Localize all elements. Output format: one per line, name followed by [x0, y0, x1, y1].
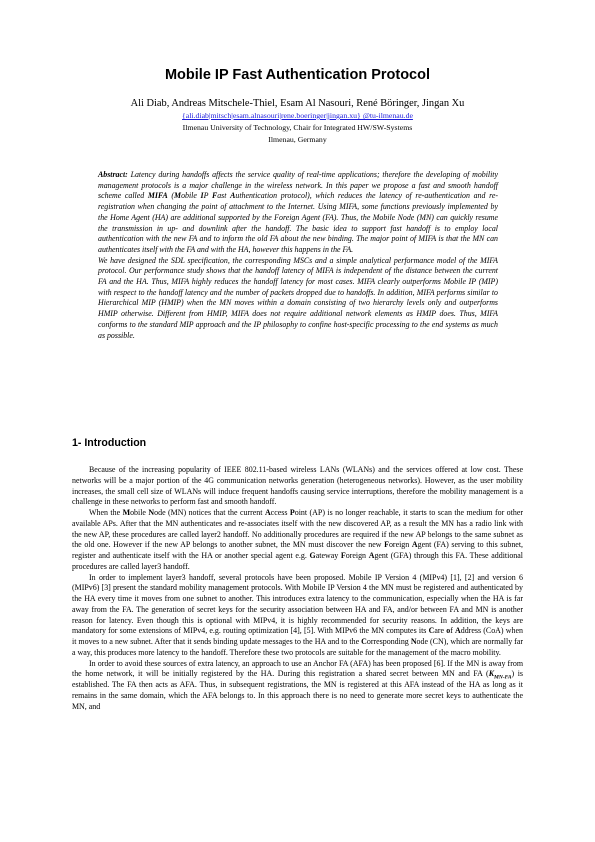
author-emails-link[interactable]: {ali.diab|mitsch|esam.alnasouri|rene.boeringer|jingan.xu} @tu-ilmenau.de [182, 111, 413, 120]
body-text: ) is established. The FA then acts as AFA. Thus, in subsequent registrations, the MN is registered at this AFA instead of the HA as long as it remains in the same domain, which the AFA belongs to. In this approach there is no need to generate more secret keys to authenticate the MN, and [72, 669, 524, 711]
abstract-paragraph-2: We have designed the SDL specification, the corresponding MSCs and a simple analytical performance model of the MIFA protocol. Our performance study shows that the handoff latency of MIFA is independent of the distance between the current FA and the HA. Thus, MIFA highly reduces the handoff latency for most cases. MIFA clearly outperforms Mobile IP (MIP) with respect to the handoff latency and the number of packets dropped due to handoffs. In addition, MIFA performs similar to Hierarchical MIP (HMIP) when the MN moves within a domain consisting of two hierarchy levels only and outperforms HMIP otherwise. Different from HMIP, MIFA does not require additional network elements as HMIP does. Thus, MIFA conforms to the standard MIP approach and the IP philosophy to confine host-specific processing to the end systems as much as possible. [98, 255, 498, 340]
acronym-letter: F [384, 540, 389, 550]
acronym-letter: G [309, 551, 316, 560]
introduction-body [72, 465, 523, 712]
acronym-letter: A [264, 508, 271, 517]
acronym-letter: C [361, 637, 367, 646]
acronym-letter: o [446, 626, 451, 636]
body-text: obile [130, 508, 149, 517]
paper-title: Mobile IP Fast Authentication Protocol [164, 67, 431, 83]
acronym-letter: P [289, 508, 295, 517]
body-text: In order to implement layer3 handoff, several protocols have been proposed. Mobile IP Version 4 (MIPv4) [1], [2] and version 6 (MIPv6) [3] present the standard mobility management protocols. With Mobile IP Version 4 the MN must be registered and authenticated by the HA every time it moves from one subnet to another. This introduces extra latency to the communication, especially when the HA is far away from the FA. The generation of secret keys for the security association between HA and FA, and/or between FA and MN is another reason for latency. Even though this is optional with MIPv4, it is highly recommended for security reasons. In addition, the keys are mandatory for some extensions of MIPv4, e.g. routing optimization [4], [5]. With MIPv6 the MN computes its [72, 572, 523, 636]
intro-paragraph-1: Because of the increasing popularity of IEEE 802.11-based wireless LANs (WLANs) and the services offered at low cost. These networks will be a major portion of the 4G communication networks generation (heterogeneous networks). However, as the user mobility increases, the small cell size of WLANs will induce frequent handoffs causing service interruptions, therefore the mobility management is a challenge in these networks to perform fast and smooth handoff. [72, 465, 523, 507]
intro-paragraph-4 [72, 659, 523, 713]
affiliation-location: Ilmenau, Germany [268, 135, 327, 144]
abstract [98, 170, 498, 341]
abstract-text: uthentication protocol), which reduces the latency of re-authentication and re-registration when changing the point of attachment to the Internet. Using MIFA, some functions previously implemented by the Home Agent (HA) are additional supported by the Foreign Agent (FA). Thus, the Mobile Node (MN) can quickly resume the transmission in up- and downlink after the handoff. The basic idea to support fast handoff is to employ local authentication with the new FA and to inform the old FA about the new binding. The major point of MIFA is that the MN can authenticates itself with the FA and with the HA, however this happens in the FA. [98, 191, 498, 254]
body-text: gent (GFA) through this FA. These additional procedures are called layer3 handoff. [72, 551, 523, 571]
abstract-text: P [203, 191, 212, 201]
abstract-text: ast [217, 191, 231, 201]
acronym-letter: I [200, 191, 204, 201]
body-text: ccess [270, 508, 290, 517]
acronym-letter: N [148, 508, 155, 517]
body-text: oreign [345, 551, 369, 560]
body-text: oint (AP) is no longer reachable, it starts to scan the medium for other available APs. After that the MN authenticates and re-associates itself with the new discovered AP, as a result the MN has a radio link with the new AP, these procedures are called layer2 handoff. No additionally procedures are required if the new AP belongs to the same subnet as the old one. However if the new AP belongs to another subnet, the MN must discover the new [72, 508, 523, 550]
acronym-letter: A [230, 191, 236, 201]
body-text: gent (FA) serving to this subnet, register and authenticate itself with the HA or another special agent e.g. [72, 540, 524, 560]
body-text: orresponding [366, 637, 411, 646]
affiliation: Ilmenau University of Technology, Chair for Integrated HW/SW-Systems [182, 123, 413, 132]
body-text: f [450, 626, 456, 636]
acronym-letter: A [411, 540, 418, 550]
abstract-label: Abstract: [98, 170, 128, 179]
acronym-letter: M [122, 508, 131, 517]
acronym-letter: N [410, 637, 417, 646]
key-subscript: MN-FA [493, 674, 512, 681]
body-text: ode (CN), which are normally far a way, this produces more latency to the handoff. Therefore these two protocols are suitable for the management of the macro mobility. [72, 637, 523, 657]
acronym-letter: A [455, 626, 461, 636]
body-text: ateway [315, 551, 341, 560]
abstract-text: ( [167, 191, 175, 201]
acronym-letter: C [428, 626, 435, 636]
author-list: Ali Diab, Andreas Mitschele-Thiel, Esam Al Nasouri, René Böringer, Jingan Xu [130, 98, 465, 109]
abstract-text: obile [181, 191, 201, 201]
intro-paragraph-2 [72, 508, 523, 573]
abstract-text: Latency during handoffs affects the service quality of real-time applications; therefore the developing of mobility management protocols is a major challenge in the wireless network. In this paper we propose a fast and smooth handoff scheme called [98, 170, 498, 201]
body-text: ode (MN) notices that the current [154, 508, 265, 517]
acronym-letter: A [368, 551, 375, 560]
abstract-paragraph-1 [98, 170, 498, 256]
section-heading-introduction: 1- Introduction [72, 437, 147, 449]
acronym-letter: F [211, 191, 218, 201]
acronym-letter: M [174, 191, 182, 201]
body-text: In order to avoid these sources of extra latency, an approach to use an Anchor FA (AFA) has been proposed [6]. If the MN is away from the home network, it will be initially registered by the HA. During this registration a shared secret between MN and FA ( [72, 658, 523, 679]
body-text: oreign [388, 540, 412, 550]
mifa-acronym: MIFA [147, 191, 168, 201]
intro-paragraph-3 [72, 573, 523, 659]
acronym-letter: F [340, 551, 346, 560]
body-text: are [434, 626, 447, 636]
body-text: When the [89, 508, 123, 517]
body-text: ddress (CoA) when it moves to a new subnet. After that it sends binding update messages to the HA and to the [72, 626, 523, 646]
key-symbol: K [488, 669, 494, 679]
